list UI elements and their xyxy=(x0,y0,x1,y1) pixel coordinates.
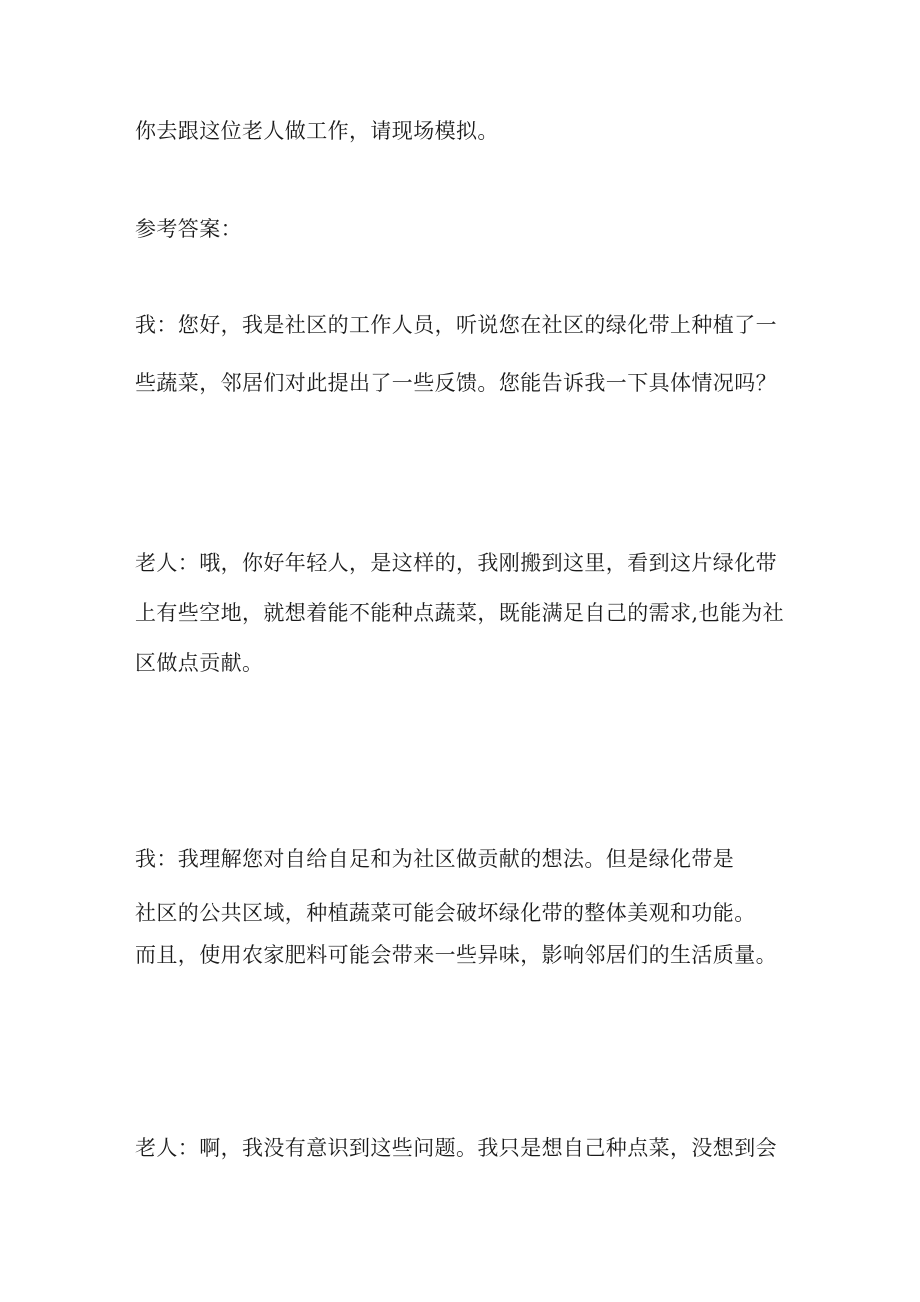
dialogue-line: 我：您好，我是社区的工作人员，听说您在社区的绿化带上种植了一 xyxy=(135,313,777,337)
dialogue-line: 我：我理解您对自给自足和为社区做贡献的想法。但是绿化带是 xyxy=(135,847,735,871)
answer-heading: 参考答案： xyxy=(135,217,242,241)
dialogue-line: 社区的公共区域，种植蔬菜可能会破坏绿化带的整体美观和功能。 xyxy=(135,901,756,925)
dialogue-line: 而且，使用农家肥料可能会带来一些异味，影响邻居们的生活质量。 xyxy=(135,943,777,967)
intro-line: 你去跟这位老人做工作，请现场模拟。 xyxy=(135,119,499,143)
dialogue-line: 区做点贡献。 xyxy=(135,651,264,675)
dialogue-line: 老人：啊，我没有意识到这些问题。我只是想自己种点菜，没想到会 xyxy=(135,1136,777,1160)
dialogue-line: 老人：哦，你好年轻人，是这样的，我刚搬到这里，看到这片绿化带 xyxy=(135,551,777,575)
dialogue-line: 些蔬菜，邻居们对此提出了一些反馈。您能告诉我一下具体情况吗？ xyxy=(135,371,777,395)
dialogue-line: 上有些空地，就想着能不能种点蔬菜，既能满足自己的需求,也能为社 xyxy=(135,601,785,625)
